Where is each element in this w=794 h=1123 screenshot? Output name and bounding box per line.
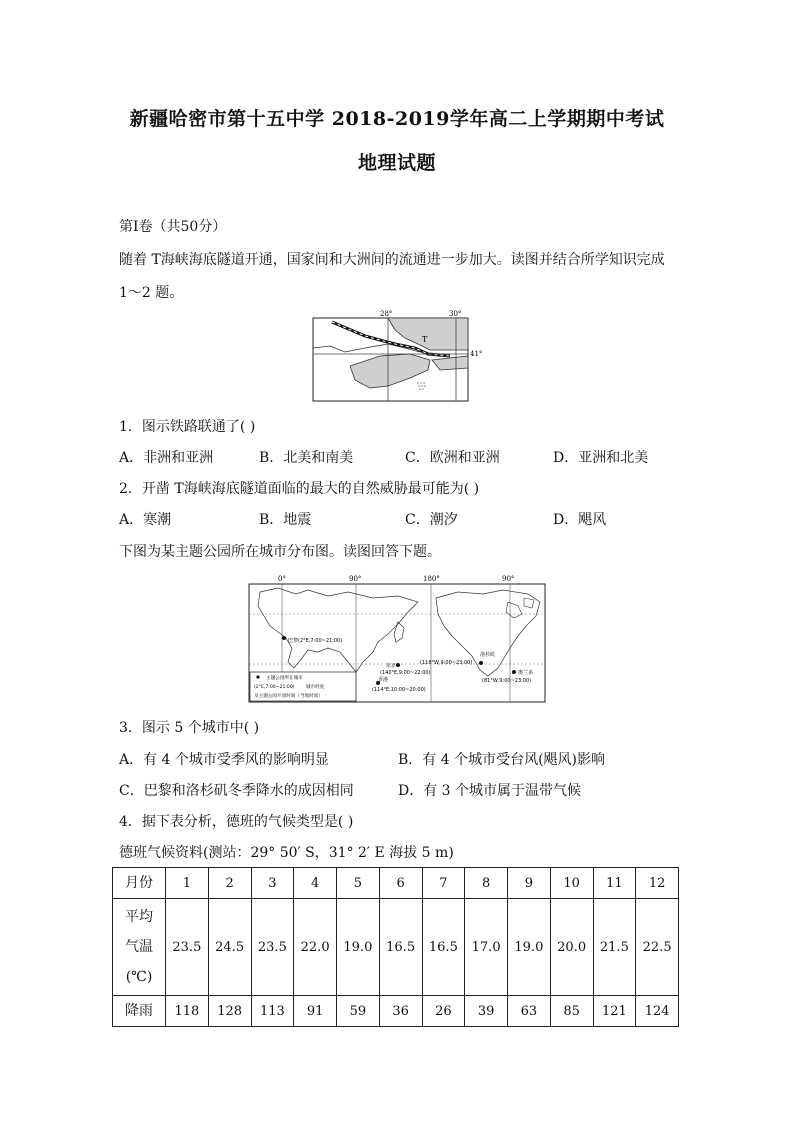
legend-hours-desc: 及主题公园开放时间（当地时间） xyxy=(254,694,323,699)
month-cell: 5 xyxy=(337,868,380,899)
month-cell: 1 xyxy=(166,868,209,899)
rain-cell: 39 xyxy=(465,996,508,1027)
rain-cell: 118 xyxy=(166,996,209,1027)
temp-cell: 20.0 xyxy=(550,899,593,996)
q3-option-b[interactable]: B．有 4 个城市受台风(飓风)影响 xyxy=(398,752,606,768)
table-caption: 德班气候资料(测站：29° 50′ S，31° 2′ E 海拔 5 m) xyxy=(119,845,454,861)
rain-cell: 26 xyxy=(422,996,465,1027)
q1-option-a[interactable]: A．非洲和亚洲 xyxy=(119,450,214,466)
month-header: 月份 xyxy=(113,868,166,899)
intro-text-2: 下图为某主题公园所在城市分布图。读图回答下题。 xyxy=(119,544,441,560)
temp-cell: 23.5 xyxy=(251,899,294,996)
city-dot-orlando xyxy=(512,670,516,674)
lon-label-28: 28° xyxy=(380,310,393,318)
strait-label-t: T xyxy=(422,335,428,344)
temp-cell: 22.0 xyxy=(294,899,337,996)
month-cell: 9 xyxy=(508,868,551,899)
rain-cell: 128 xyxy=(208,996,251,1027)
city-dot-tokyo xyxy=(396,663,400,667)
rain-cell: 113 xyxy=(251,996,294,1027)
city-info-tokyo: (140°E,9:00~22:00) xyxy=(380,670,431,676)
lon-label-0: 0° xyxy=(278,575,286,583)
world-map xyxy=(248,572,548,704)
q2-option-b[interactable]: B．地震 xyxy=(259,512,312,528)
table-row-rainfall xyxy=(113,996,679,1027)
city-info-hong-kong: (114°E,10:00~20:00) xyxy=(372,687,426,693)
temp-cell: 16.5 xyxy=(422,899,465,996)
q2-option-c[interactable]: C．潮汐 xyxy=(405,512,458,528)
question-1-stem: 1．图示铁路联通了( ) xyxy=(119,419,256,435)
page-title: 新疆哈密市第十五中学 2018-2019学年高二上学期期中考试 xyxy=(129,108,665,130)
q1-option-d[interactable]: D．亚洲和北美 xyxy=(553,450,649,466)
lon-label-90e: 90° xyxy=(349,575,362,583)
lon-label-90w: 90° xyxy=(502,575,515,583)
legend-dot-label: 主题公园所在城市 xyxy=(266,676,303,681)
temp-cell: 19.0 xyxy=(337,899,380,996)
month-cell: 12 xyxy=(636,868,679,899)
city-label-los-angeles: 洛杉矶 xyxy=(480,652,496,658)
month-cell: 6 xyxy=(379,868,422,899)
temp-cell: 21.5 xyxy=(593,899,636,996)
table-row-months xyxy=(113,868,679,899)
city-info-los-angeles: (118°W,9:00~23:00) xyxy=(420,660,473,666)
question-4-stem: 4．据下表分析，德班的气候类型是( ) xyxy=(119,814,354,830)
temp-cell: 19.0 xyxy=(508,899,551,996)
q2-option-d[interactable]: D．飓风 xyxy=(553,512,607,528)
city-label-tokyo: 东京 xyxy=(386,663,397,669)
climate-table xyxy=(112,867,679,1027)
rain-cell: 36 xyxy=(379,996,422,1027)
q3-option-a[interactable]: A．有 4 个城市受季风的影响明显 xyxy=(119,752,329,768)
rain-cell: 59 xyxy=(337,996,380,1027)
month-cell: 11 xyxy=(593,868,636,899)
city-info-orlando: (81°W,9:00~23:00) xyxy=(482,678,532,684)
question-3-stem: 3．图示 5 个城市中( ) xyxy=(119,720,260,736)
intro-text-1: 随着 T海峡海底隧道开通，国家间和大洲间的流通进一步加大。读图并结合所学知识完成 xyxy=(119,252,665,268)
city-label-orlando: 奥兰多 xyxy=(518,670,534,676)
city-dot-los-angeles xyxy=(479,661,483,665)
temp-cell: 23.5 xyxy=(166,899,209,996)
month-cell: 4 xyxy=(294,868,337,899)
temperature-header: 平均 气温 (℃) xyxy=(113,899,166,996)
rain-cell: 121 xyxy=(593,996,636,1027)
lat-label-41: 41° xyxy=(470,350,483,358)
month-cell: 3 xyxy=(251,868,294,899)
rain-cell: 124 xyxy=(636,996,679,1027)
page-subtitle: 地理试题 xyxy=(357,152,436,174)
q1-option-c[interactable]: C．欧洲和亚洲 xyxy=(405,450,500,466)
table-row-temperature xyxy=(113,899,679,996)
rain-cell: 85 xyxy=(550,996,593,1027)
map-legend xyxy=(250,672,356,701)
month-cell: 7 xyxy=(422,868,465,899)
temp-cell: 22.5 xyxy=(636,899,679,996)
lon-label-180: 180° xyxy=(423,575,440,583)
temp-cell: 17.0 xyxy=(465,899,508,996)
city-label-hong-kong: 香港 xyxy=(378,677,389,683)
month-cell: 8 xyxy=(465,868,508,899)
strait-map xyxy=(310,308,485,403)
question-2-stem: 2．开凿 T海峡海底隧道面临的最大的自然威胁最可能为( ) xyxy=(119,481,480,497)
rain-cell: 91 xyxy=(294,996,337,1027)
temp-cell: 16.5 xyxy=(379,899,422,996)
legend-example: (2°E,7:00~21:00) xyxy=(254,685,295,690)
month-cell: 2 xyxy=(208,868,251,899)
rain-cell: 63 xyxy=(508,996,551,1027)
city-dot-paris xyxy=(282,636,286,640)
q3-option-c[interactable]: C．巴黎和洛杉矶冬季降水的成因相同 xyxy=(119,783,354,799)
legend-lon-desc: 城市经度 xyxy=(306,685,325,690)
intro-text-1b: 1～2 题。 xyxy=(119,285,184,301)
rainfall-header: 降雨 xyxy=(113,996,166,1027)
lon-label-30: 30° xyxy=(449,310,462,318)
q2-option-a[interactable]: A．寒潮 xyxy=(119,512,172,528)
section-heading: 第Ⅰ卷（共50分） xyxy=(119,219,227,235)
q3-option-d[interactable]: D．有 3 个城市属于温带气候 xyxy=(398,783,582,799)
q1-option-b[interactable]: B．北美和南美 xyxy=(259,450,354,466)
month-cell: 10 xyxy=(550,868,593,899)
city-label-paris: 巴黎(2°E,7:00~21:00) xyxy=(288,638,343,644)
temp-cell: 24.5 xyxy=(208,899,251,996)
